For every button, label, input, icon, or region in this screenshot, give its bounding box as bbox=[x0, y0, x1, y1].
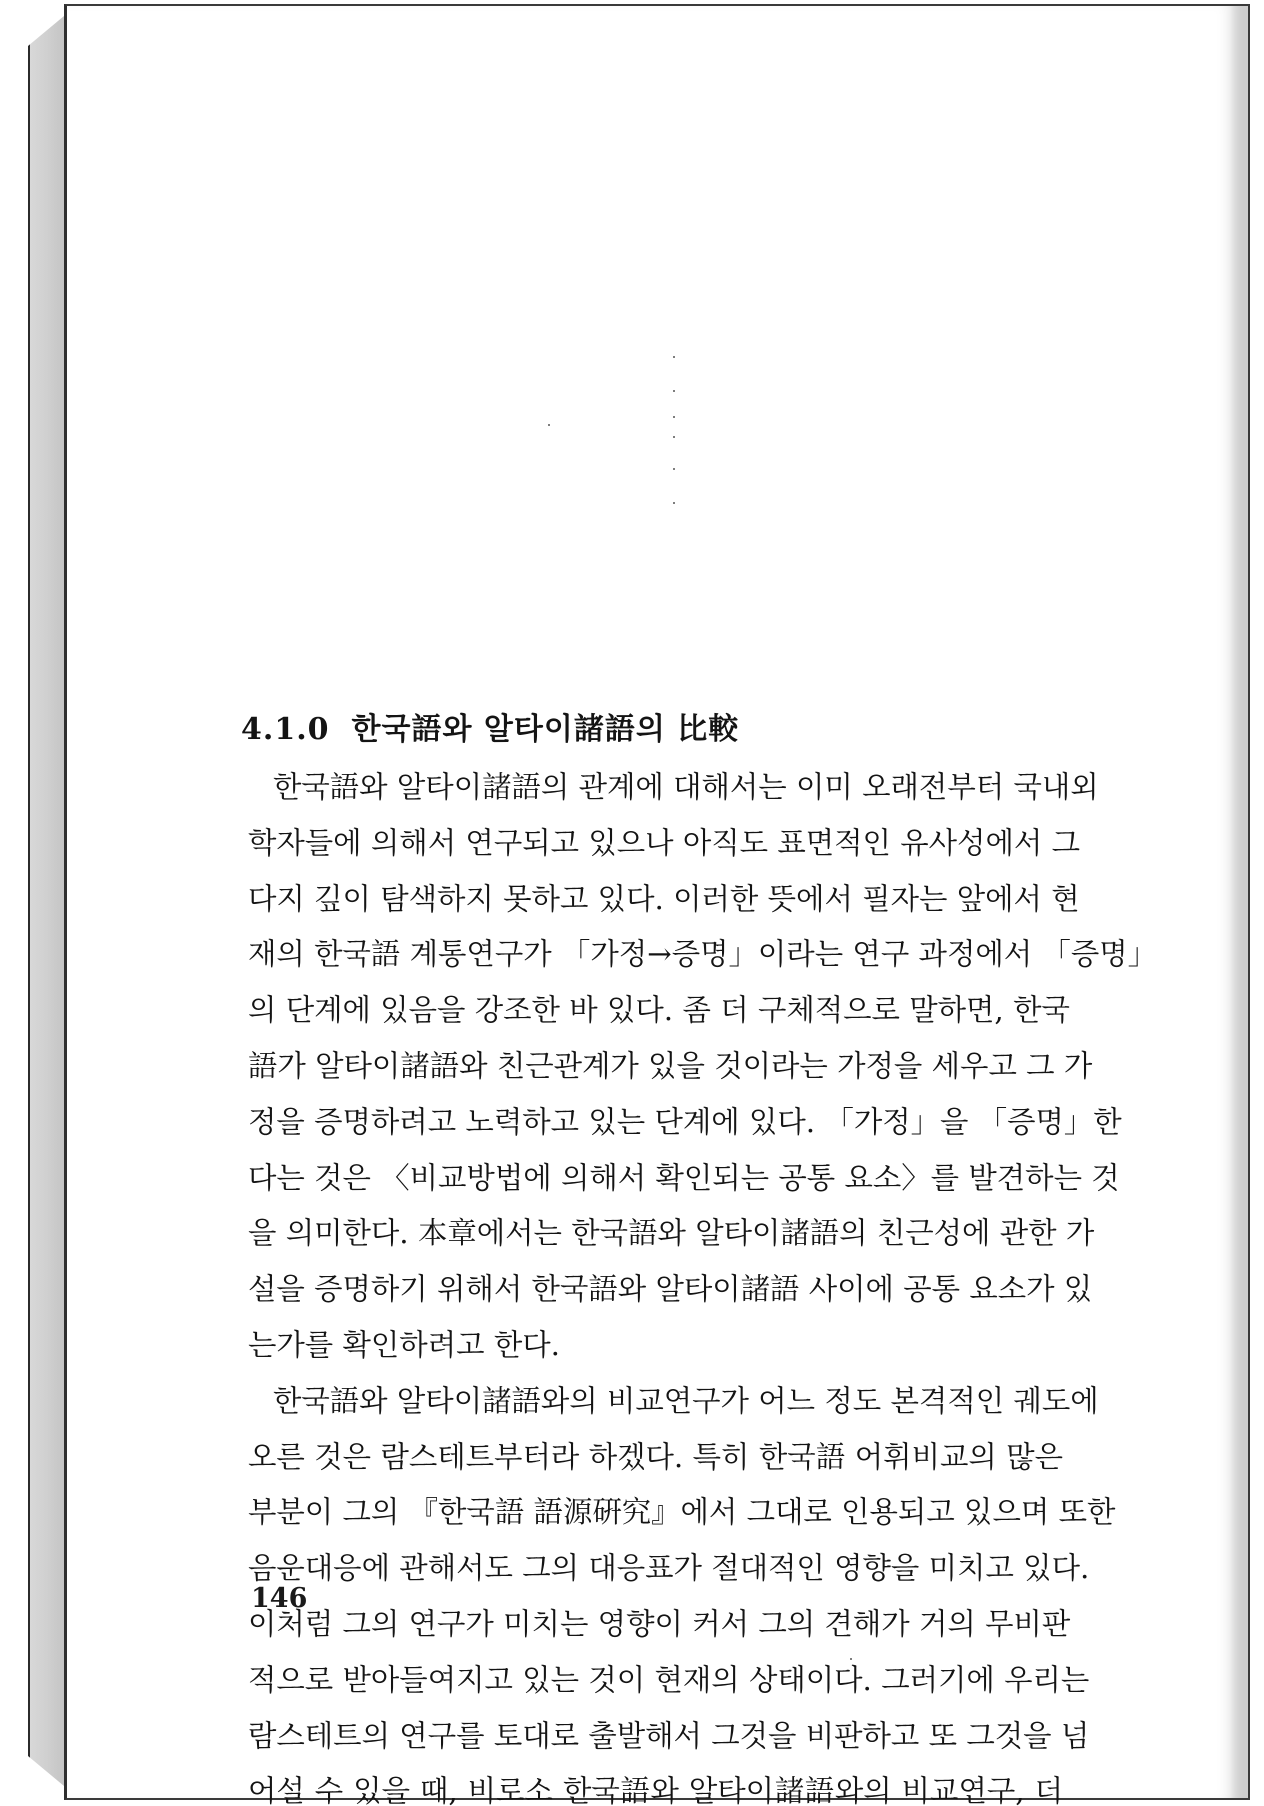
text-line: 음운대응에 관해서도 그의 대응표가 절대적인 영향을 미치고 있다. bbox=[248, 1551, 1090, 1586]
text-line: 재의 한국語 계통연구가 「가정→증명」이라는 연구 과정에서 「증명」 bbox=[248, 937, 1158, 972]
text-line: 오른 것은 람스테트부터라 하겠다. 특히 한국語 어휘비교의 많은 bbox=[248, 1439, 1063, 1474]
text-line: 어설 수 있을 때, 비로소 한국語와 알타이諸語와의 비교연구, 더 bbox=[248, 1774, 1063, 1806]
paragraph-2 bbox=[248, 1374, 1116, 1806]
text-line: 설을 증명하기 위해서 한국語와 알타이諸語 사이에 공통 요소가 있 bbox=[248, 1272, 1093, 1307]
text-line: 을 의미한다. 本章에서는 한국語와 알타이諸語의 친근성에 관한 가 bbox=[248, 1216, 1095, 1251]
scan-speck bbox=[673, 356, 675, 358]
scan-speck bbox=[548, 424, 550, 426]
paragraph-1 bbox=[248, 760, 1158, 1374]
scan-speck bbox=[673, 416, 675, 418]
section-number: 4.1.0 bbox=[241, 712, 330, 747]
text-line: 적으로 받아들여지고 있는 것이 현재의 상태이다. 그러기에 우리는 bbox=[248, 1662, 1090, 1697]
text-line: 이처럼 그의 연구가 미치는 영향이 커서 그의 견해가 거의 무비판 bbox=[248, 1606, 1071, 1641]
text-line: 다지 깊이 탐색하지 못하고 있다. 이러한 뜻에서 필자는 앞에서 현 bbox=[248, 881, 1080, 916]
section-title: 한국語와 알타이諸語의 比較 bbox=[351, 712, 740, 747]
text-line: 의 단계에 있음을 강조한 바 있다. 좀 더 구체적으로 말하면, 한국 bbox=[248, 993, 1070, 1028]
text-line: 語가 알타이諸語와 친근관계가 있을 것이라는 가정을 세우고 그 가 bbox=[248, 1048, 1093, 1083]
text-line: 는가를 확인하려고 한다. bbox=[248, 1327, 560, 1362]
scan-speck bbox=[673, 502, 675, 504]
text-line: 한국語와 알타이諸語의 관계에 대해서는 이미 오래전부터 국내외 bbox=[273, 770, 1099, 804]
text-line: 학자들에 의해서 연구되고 있으나 아직도 표면적인 유사성에서 그 bbox=[248, 825, 1080, 860]
page-number: 146 bbox=[251, 1583, 308, 1614]
scan-speck bbox=[673, 390, 675, 392]
text-line: 부분이 그의 『한국語 語源硏究』에서 그대로 인용되고 있으며 또한 bbox=[248, 1495, 1116, 1530]
body-text bbox=[241, 708, 1158, 1806]
text-line: 한국語와 알타이諸語와의 비교연구가 어느 정도 본격적인 궤도에 bbox=[273, 1383, 1099, 1418]
text-line: 람스테트의 연구를 토대로 출발해서 그것을 비판하고 또 그것을 넘 bbox=[248, 1718, 1090, 1753]
scan-speck bbox=[673, 436, 675, 438]
text-line: 다는 것은 〈비교방법에 의해서 확인되는 공통 요소〉를 발견하는 것 bbox=[248, 1160, 1120, 1195]
scan-speck bbox=[673, 468, 675, 470]
section-heading bbox=[241, 708, 1063, 752]
text-line: 정을 증명하려고 노력하고 있는 단계에 있다. 「가정」을 「증명」한 bbox=[248, 1104, 1122, 1139]
